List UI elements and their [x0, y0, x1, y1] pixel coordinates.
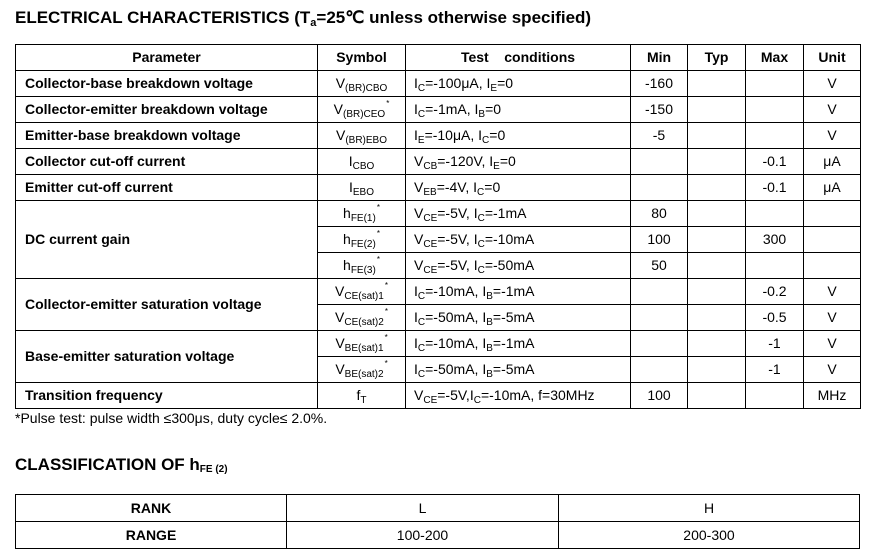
parameter-cell: Emitter-base breakdown voltage [16, 123, 318, 149]
test-condition-cell: $I_C=-50mA$, $I_B=-5mA$ [406, 305, 631, 331]
column-header: Parameter [16, 45, 318, 71]
typ-cell [688, 149, 746, 175]
symbol-cell: $V_{CE(sat)2}^*$ [318, 305, 406, 331]
typ-cell [688, 279, 746, 305]
table-row [16, 97, 861, 123]
max-cell: -0.2 [746, 279, 804, 305]
max-cell [746, 97, 804, 123]
test-condition-cell: $V_{CE}=-5V$, $I_C=-50mA$ [406, 253, 631, 279]
table-row [16, 149, 861, 175]
min-cell [631, 149, 688, 175]
typ-cell [688, 331, 746, 357]
table-row [16, 331, 861, 357]
range-row [16, 522, 860, 549]
test-condition-cell: $V_{EB}=-4V$, $I_C=0$ [406, 175, 631, 201]
test-condition-cell: $V_{CE}=-5V$, $I_C=-1mA$ [406, 201, 631, 227]
max-cell [746, 383, 804, 409]
max-cell [746, 253, 804, 279]
unit-cell: V [804, 331, 861, 357]
unit-cell [804, 227, 861, 253]
symbol-cell: $h_{FE(1)}^*$ [318, 201, 406, 227]
typ-cell [688, 227, 746, 253]
column-header: Max [746, 45, 804, 71]
typ-cell [688, 253, 746, 279]
table-row [16, 175, 861, 201]
min-cell [631, 331, 688, 357]
column-header: Test conditions [406, 45, 631, 71]
test-condition-cell: $V_{CE}=-5V,I_C=-10mA$, f=30MHz [406, 383, 631, 409]
symbol-cell: $V_{(BR)CBO}$ [318, 71, 406, 97]
symbol-cell: $f_T$ [318, 383, 406, 409]
parameter-cell: Emitter cut-off current [16, 175, 318, 201]
typ-cell [688, 201, 746, 227]
min-cell: -160 [631, 71, 688, 97]
unit-cell: μA [804, 149, 861, 175]
unit-cell [804, 253, 861, 279]
parameter-cell: DC current gain [16, 201, 318, 279]
rank-l: L [287, 495, 559, 522]
unit-cell [804, 201, 861, 227]
table-row [16, 123, 861, 149]
parameter-cell: Base-emitter saturation voltage [16, 331, 318, 383]
test-condition-cell: $I_C=-10mA$, $I_B=-1mA$ [406, 279, 631, 305]
typ-cell [688, 175, 746, 201]
symbol-cell: $V_{BE(sat)1}^*$ [318, 331, 406, 357]
max-cell [746, 201, 804, 227]
range-label: RANGE [16, 522, 287, 549]
typ-cell [688, 123, 746, 149]
min-cell: 80 [631, 201, 688, 227]
symbol-cell: $h_{FE(3)}^*$ [318, 253, 406, 279]
max-cell: 300 [746, 227, 804, 253]
rank-row [16, 495, 860, 522]
range-h: 200-300 [559, 522, 860, 549]
test-condition-cell: $V_{CB}=-120V$, $I_E=0$ [406, 149, 631, 175]
test-condition-cell: $I_C=-1mA$, $I_B=0$ [406, 97, 631, 123]
test-condition-cell: $I_C=-10mA$, $I_B=-1mA$ [406, 331, 631, 357]
unit-cell: V [804, 97, 861, 123]
test-condition-cell: $I_E=-10\mu A$, $I_C=0$ [406, 123, 631, 149]
classification-table [15, 494, 860, 549]
min-cell: 50 [631, 253, 688, 279]
typ-cell [688, 357, 746, 383]
column-header: Unit [804, 45, 861, 71]
test-condition-cell: $I_C=-50mA$, $I_B=-5mA$ [406, 357, 631, 383]
unit-cell: V [804, 71, 861, 97]
max-cell: -0.5 [746, 305, 804, 331]
pulse-test-note: *Pulse test: pulse width ≤300μs, duty cycle≤ 2.0%. [15, 410, 328, 426]
symbol-cell: $V_{(BR)EBO}$ [318, 123, 406, 149]
column-header: Min [631, 45, 688, 71]
parameter-cell: Collector cut-off current [16, 149, 318, 175]
symbol-cell: $V_{BE(sat)2}^*$ [318, 357, 406, 383]
test-condition-cell: $V_{CE}=-5V$, $I_C=-10mA$ [406, 227, 631, 253]
max-cell [746, 123, 804, 149]
typ-cell [688, 305, 746, 331]
parameter-cell: Collector-emitter breakdown voltage [16, 97, 318, 123]
typ-cell [688, 97, 746, 123]
min-cell: -150 [631, 97, 688, 123]
symbol-cell: $h_{FE(2)}^*$ [318, 227, 406, 253]
min-cell [631, 279, 688, 305]
rank-label: RANK [16, 495, 287, 522]
min-cell [631, 305, 688, 331]
column-header: Typ [688, 45, 746, 71]
classification-title: CLASSIFICATION OF $h_{FE (2)}$ [15, 455, 228, 475]
test-condition-cell: $I_C=-100\mu A$, $I_E=0$ [406, 71, 631, 97]
typ-cell [688, 383, 746, 409]
typ-cell [688, 71, 746, 97]
max-cell: -0.1 [746, 149, 804, 175]
table-header-row [16, 45, 861, 71]
min-cell [631, 357, 688, 383]
electrical-characteristics-table [15, 44, 861, 409]
symbol-cell: $V_{CE(sat)1}^*$ [318, 279, 406, 305]
column-header: Symbol [318, 45, 406, 71]
min-cell: 100 [631, 227, 688, 253]
symbol-cell: $V_{(BR)CEO}^*$ [318, 97, 406, 123]
range-l: 100-200 [287, 522, 559, 549]
table-row [16, 201, 861, 227]
min-cell: -5 [631, 123, 688, 149]
table-row [16, 383, 861, 409]
unit-cell: V [804, 357, 861, 383]
max-cell: -0.1 [746, 175, 804, 201]
unit-cell: MHz [804, 383, 861, 409]
symbol-cell: $I_{EBO}$ [318, 175, 406, 201]
min-cell: 100 [631, 383, 688, 409]
max-cell: -1 [746, 357, 804, 383]
unit-cell: V [804, 305, 861, 331]
table-row [16, 279, 861, 305]
parameter-cell: Collector-base breakdown voltage [16, 71, 318, 97]
rank-h: H [559, 495, 860, 522]
table-row [16, 71, 861, 97]
unit-cell: μA [804, 175, 861, 201]
symbol-cell: $I_{CBO}$ [318, 149, 406, 175]
unit-cell: V [804, 279, 861, 305]
unit-cell: V [804, 123, 861, 149]
max-cell: -1 [746, 331, 804, 357]
parameter-cell: Transition frequency [16, 383, 318, 409]
max-cell [746, 71, 804, 97]
min-cell [631, 175, 688, 201]
parameter-cell: Collector-emitter saturation voltage [16, 279, 318, 331]
page-title: ELECTRICAL CHARACTERISTICS ($T_a=25℃$ unless otherwise specified) [15, 8, 592, 29]
